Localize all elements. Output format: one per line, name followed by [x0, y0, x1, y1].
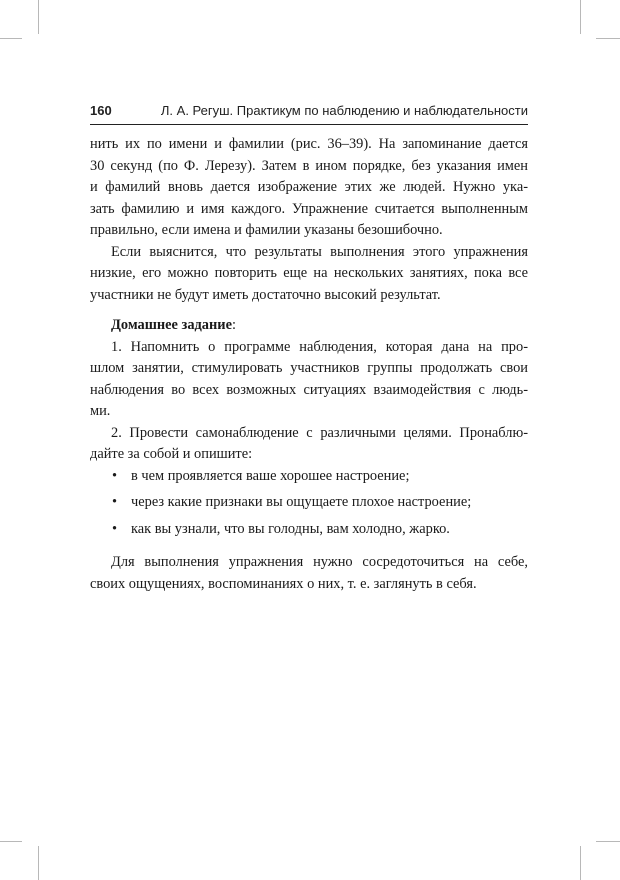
- list-item: [90, 466, 528, 488]
- list-item-text: в чем проявляется ваше хорошее настроение;: [131, 467, 410, 484]
- list-item-text: через какие признаки вы ощущаете плохое настроение;: [131, 494, 472, 510]
- text-line: зать фамилию и имя каждого. Упражнение считается выполненным: [90, 200, 528, 217]
- crop-mark-top-right-h: [596, 38, 620, 39]
- crop-mark-bottom-right-h: [596, 841, 620, 842]
- homework-heading-colon: :: [231, 317, 236, 333]
- book-title: Л. А. Регуш. Практикум по наблюдению и наблюдательности: [160, 103, 528, 118]
- text-line: и фамилий вновь дается изображение этих же людей. Нужно ука-: [90, 179, 528, 195]
- text-line: 2. Провести самонаблюдение с различными целями. Пронаблю-: [111, 424, 528, 441]
- list-item-text: как вы узнали, что вы голодны, вам холодно, жарко.: [131, 520, 450, 537]
- closing-paragraph: [90, 552, 528, 595]
- bullet-icon: •: [112, 520, 118, 537]
- paragraph-2: [90, 242, 528, 307]
- text-line: нить их по имени и фамилии (рис. 36–39). На запоминание дается: [90, 136, 528, 152]
- text-line: 1. Напомнить о программе наблюдения, которая дана на про-: [111, 338, 528, 355]
- text-line: своих ощущениях, воспоминаниях о них, т. е. заглянуть в себя.: [90, 575, 477, 592]
- list-item: [90, 519, 528, 541]
- text-line: шлом занятии, стимулировать участников группы продолжать свои: [90, 360, 528, 376]
- crop-mark-top-left-h: [0, 38, 22, 39]
- observation-list: [90, 466, 528, 541]
- text-line: участники не будут иметь достаточно высокий результат.: [90, 286, 441, 303]
- text-line: дайте за собой и опишите:: [90, 446, 253, 462]
- text-line: 30 секунд (по Ф. Лерезу). Затем в ином порядке, без указания имен: [90, 157, 528, 174]
- crop-mark-top-right: [580, 0, 581, 34]
- text-line: Если выяснится, что результаты выполнения этого упражнения: [111, 243, 528, 260]
- paragraph-1: [90, 134, 528, 242]
- crop-mark-top-left: [38, 0, 39, 34]
- text-line: низкие, его можно повторить еще на нескольких занятиях, пока все: [90, 265, 528, 281]
- text-line: ми.: [90, 403, 111, 419]
- homework-heading: [90, 315, 528, 337]
- crop-mark-bottom-right: [580, 846, 581, 880]
- list-item: [90, 492, 528, 514]
- crop-mark-bottom-left: [38, 846, 39, 880]
- bullet-icon: •: [112, 467, 118, 484]
- text-line: правильно, если имена и фамилии указаны безошибочно.: [90, 222, 443, 238]
- bullet-icon: •: [112, 494, 118, 510]
- homework-item-1: [90, 337, 528, 423]
- text-line: наблюдения во всех возможных ситуациях взаимодействия с людь-: [90, 381, 528, 398]
- page-body: [90, 134, 528, 595]
- page-number: 160: [90, 103, 112, 118]
- text-line: Для выполнения упражнения нужно сосредоточиться на себе,: [111, 554, 528, 570]
- running-head: [90, 102, 528, 125]
- crop-mark-bottom-left-h: [0, 841, 22, 842]
- homework-heading-text: Домашнее задание: [111, 317, 232, 333]
- homework-item-2: [90, 423, 528, 466]
